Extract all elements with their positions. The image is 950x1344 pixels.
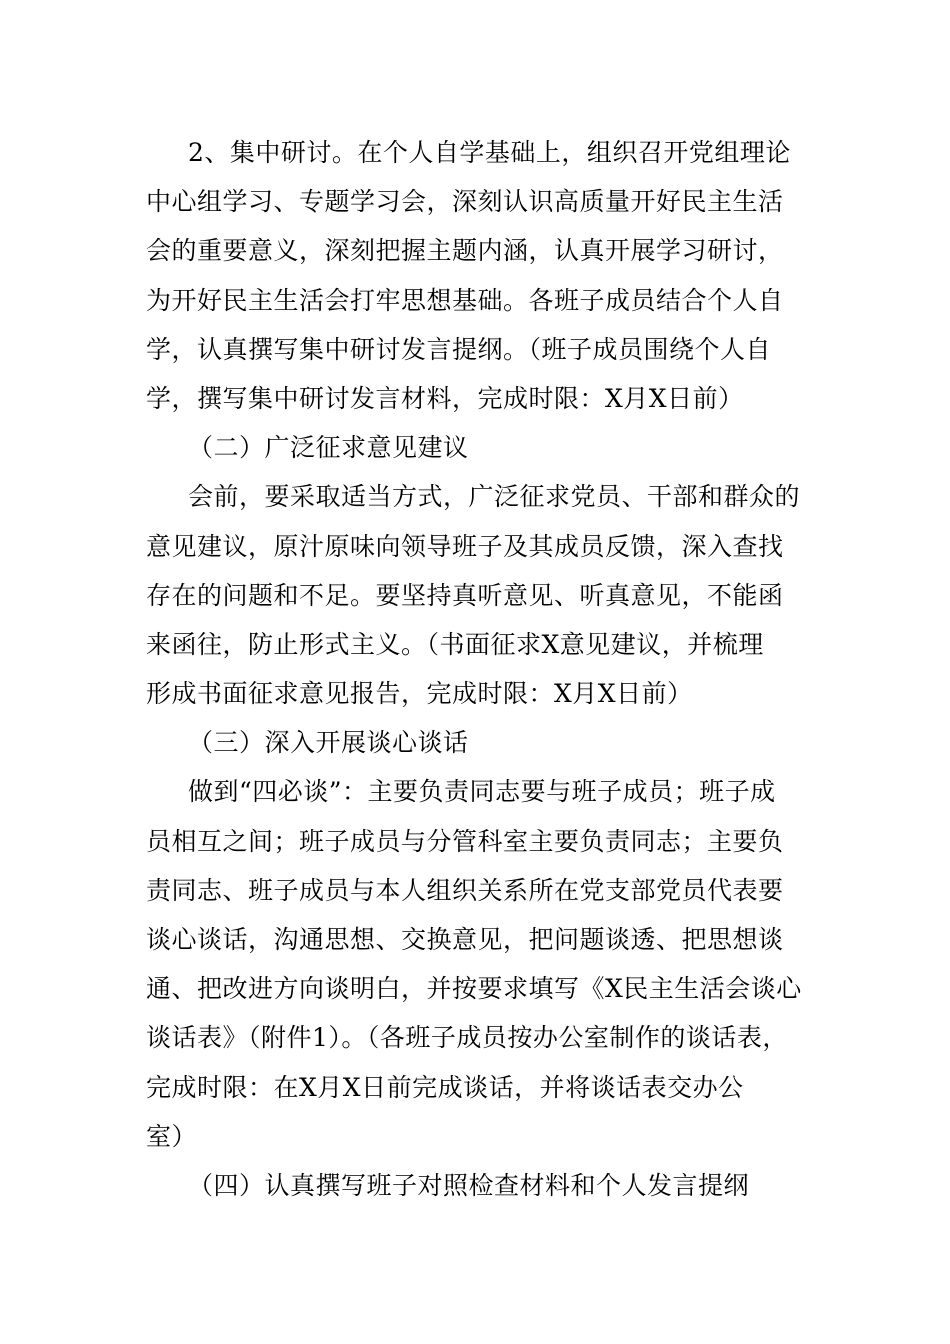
text-line: 谈心谈话，沟通思想、交换意见，把问题谈透、把思想谈 (146, 925, 784, 954)
text-line: （三）深入开展谈心谈话 (188, 728, 469, 758)
text-line: 责同志、班子成员与本人组织关系所在党支部党员代表要 (146, 875, 784, 905)
text-line: 员相互之间；班子成员与分管科室主要负责同志；主要负 (146, 826, 784, 856)
text-line: 为开好民主生活会打牢思想基础。各班子成员结合个人自 (146, 285, 784, 315)
text-line: 学，认真撰写集中研讨发言提纲。（班子成员围绕个人自 (146, 334, 772, 364)
text-line: 做到“四必谈”：主要负责同志要与班子成员；班子成 (188, 777, 776, 807)
text-line: 会前，要采取适当方式，广泛征求党员、干部和群众的 (188, 482, 801, 512)
document-body (146, 128, 826, 1210)
text-line: 会的重要意义，深刻把握主题内涵，认真开展学习研讨， (146, 236, 784, 266)
text-line: （二）广泛征求意见建议 (188, 433, 469, 463)
text-line: 来函往，防止形式主义。（书面征求X意见建议，并梳理 (146, 629, 764, 659)
text-line: 室） (146, 1121, 198, 1151)
text-line: 学，撰写集中研讨发言材料，完成时限：X月X日前） (146, 383, 744, 413)
text-line: 形成书面征求意见报告，完成时限：X月X日前） (146, 679, 693, 709)
text-line: 意见建议，原汁原味向领导班子及其成员反馈，深入查找 (146, 531, 784, 561)
text-line: 谈话表》（附件1）。（各班子成员按办公室制作的谈话表， (146, 1023, 788, 1053)
text-line: 中心组学习、专题学习会，深刻认识高质量开好民主生活 (146, 187, 784, 217)
text-line: 存在的问题和不足。要坚持真听意见、听真意见，不能函 (146, 580, 784, 610)
text-line: 完成时限：在X月X日前完成谈话，并将谈话表交办公 (146, 1072, 744, 1102)
text-line: （四）认真撰写班子对照检查材料和个人发言提纲 (188, 1170, 750, 1200)
text-line: 通、把改进方向谈明白，并按要求填写《X民主生活会谈心 (146, 974, 802, 1004)
text-line: 2、集中研讨。在个人自学基础上，组织召开党组理论 (188, 138, 791, 167)
